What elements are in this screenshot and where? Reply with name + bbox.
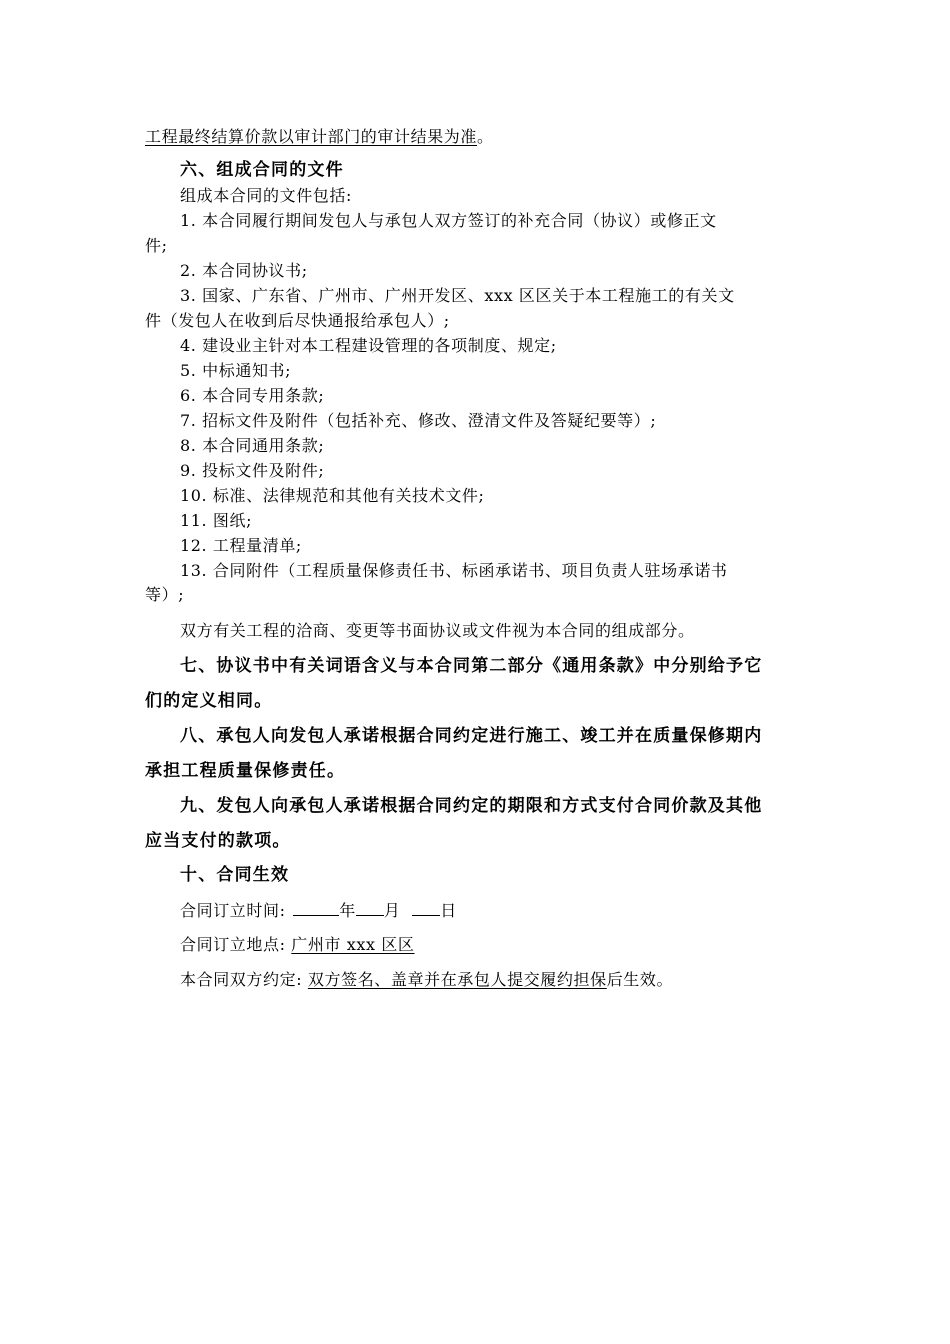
- month-label: 月: [383, 901, 401, 920]
- agreement-end: 后生效。: [606, 970, 674, 989]
- agreement-row: [180, 969, 810, 991]
- item7: 7. 招标文件及附件（包括补充、修改、澄清文件及答疑纪要等）;: [180, 411, 657, 430]
- signing-time-row: [180, 899, 810, 922]
- agreement-label: 本合同双方约定:: [180, 970, 303, 989]
- section8-line2: 承担工程质量保修责任。: [145, 761, 346, 781]
- item2: 2. 本合同协议书;: [180, 261, 308, 280]
- item1-line2: 件;: [145, 236, 168, 255]
- section9-line1: 九、发包人向承包人承诺根据合同约定的期限和方式支付合同价款及其他: [180, 796, 763, 816]
- settlement-text: 工程最终结算价款以审计部门的审计结果为准: [145, 127, 478, 146]
- section8-line1: 八、承包人向发包人承诺根据合同约定进行施工、竣工并在质量保修期内: [180, 726, 763, 746]
- item10: 10. 标准、法律规范和其他有关技术文件;: [180, 486, 485, 505]
- signing-place-label: 合同订立地点:: [180, 935, 286, 954]
- section6-heading: 六、组成合同的文件: [180, 160, 344, 180]
- section10-heading: 十、合同生效: [180, 865, 290, 885]
- item12: 12. 工程量清单;: [180, 536, 302, 555]
- month-blank: [356, 899, 384, 916]
- item8: 8. 本合同通用条款;: [180, 436, 325, 455]
- day-blank: [412, 899, 440, 916]
- item9: 9. 投标文件及附件;: [180, 461, 325, 480]
- year-label: 年: [339, 901, 356, 920]
- signing-time-label: 合同订立时间:: [180, 901, 286, 920]
- year-blank: [293, 899, 339, 916]
- item5: 5. 中标通知书;: [180, 361, 292, 380]
- item13-line1: 13. 合同附件（工程质量保修责任书、标函承诺书、项目负责人驻场承诺书: [180, 561, 728, 580]
- item6: 6. 本合同专用条款;: [180, 386, 325, 405]
- section6-lead: 组成本合同的文件包括:: [180, 186, 352, 205]
- settlement-end: 。: [477, 127, 494, 146]
- settlement-clause: [145, 126, 810, 148]
- item3-line1: 3. 国家、广东省、广州市、广州开发区、xxx 区区关于本工程施工的有关文: [180, 286, 735, 305]
- day-label: 日: [440, 901, 457, 920]
- section9-line2: 应当支付的款项。: [145, 831, 291, 851]
- section7-line1: 七、协议书中有关词语含义与本合同第二部分《通用条款》中分别给予它: [180, 656, 763, 676]
- item4: 4. 建设业主针对本工程建设管理的各项制度、规定;: [180, 336, 557, 355]
- item11: 11. 图纸;: [180, 511, 253, 530]
- item1-line1: 1. 本合同履行期间发包人与承包人双方签订的补充合同（协议）或修正文: [180, 211, 717, 230]
- item13-line2: 等）;: [145, 585, 185, 604]
- section6-closing: 双方有关工程的洽商、变更等书面协议或文件视为本合同的组成部分。: [180, 621, 695, 640]
- signing-place-row: [180, 934, 810, 956]
- section7-line2: 们的定义相同。: [145, 691, 273, 711]
- agreement-value: 双方签名、盖章并在承包人提交履约担保: [307, 970, 607, 989]
- signing-place-value: 广州市 xxx 区区: [291, 935, 415, 954]
- item3-line2: 件（发包人在收到后尽快通报给承包人）;: [145, 311, 450, 330]
